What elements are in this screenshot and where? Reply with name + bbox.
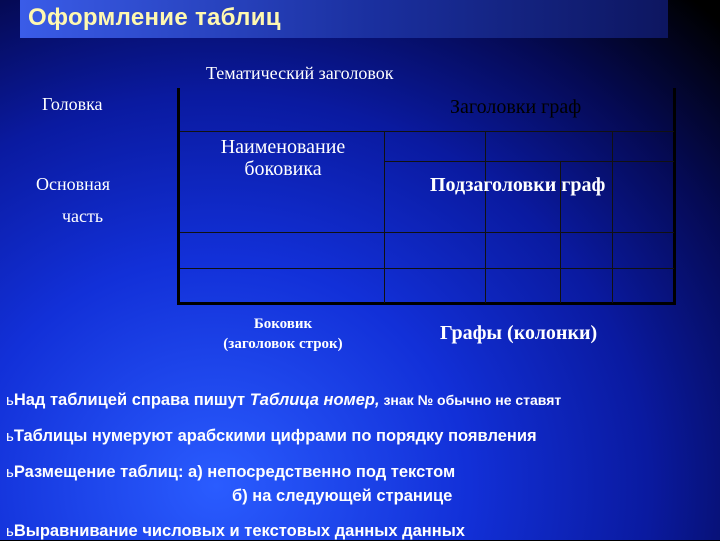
grid-line [612, 131, 613, 303]
bullet-text: Над таблицей справа пишут [13, 391, 250, 409]
stub-name-line2: боковика [244, 158, 322, 180]
bullet-item-1 [6, 391, 561, 410]
grid-line [180, 232, 674, 233]
stub-name-label [207, 136, 359, 180]
columns-label: Графы (колонки) [440, 322, 598, 344]
grid-line [384, 131, 385, 303]
bullet-text: Размещение таблиц: а) непосредственно под текстом [13, 463, 456, 481]
bullet-item-3-continuation: б) на следующей странице [232, 487, 453, 505]
head-label: Головка [42, 94, 103, 114]
stub-line2: (заголовок строк) [223, 336, 343, 352]
bullet-small-text: знак № обычно не ставят [379, 392, 562, 408]
grid-line [180, 268, 674, 269]
thematic-header-label: Тематический заголовок [206, 63, 394, 83]
bullet-item-4 [6, 522, 465, 541]
grid-line [180, 131, 674, 132]
main-part-label-line2: часть [62, 206, 104, 226]
bullet-item-2 [6, 427, 537, 446]
bullet-icon: ь [6, 464, 14, 481]
bullet-text: Таблицы нумеруют арабскими цифрами по порядку появления [13, 427, 537, 445]
column-headers-label: Заголовки граф [450, 96, 582, 118]
slide-title: Оформление таблиц [28, 4, 281, 31]
bullet-icon: ь [6, 523, 14, 540]
grid-line [384, 161, 674, 162]
bullet-icon: ь [6, 392, 14, 409]
bullet-italic-text: Таблица номер, [249, 391, 380, 409]
bullet-icon: ь [6, 428, 14, 445]
column-subheaders-label: Подзаголовки граф [430, 174, 606, 196]
bullet-text: Выравнивание числовых и текстовых данных данных [13, 522, 465, 540]
bullet-item-3 [6, 463, 455, 482]
stub-label [203, 314, 363, 354]
stub-line1: Боковик [253, 316, 313, 332]
stub-name-line1: Наименование [220, 136, 346, 158]
main-part-label-line1: Основная [36, 174, 111, 194]
grid-line [485, 131, 486, 303]
